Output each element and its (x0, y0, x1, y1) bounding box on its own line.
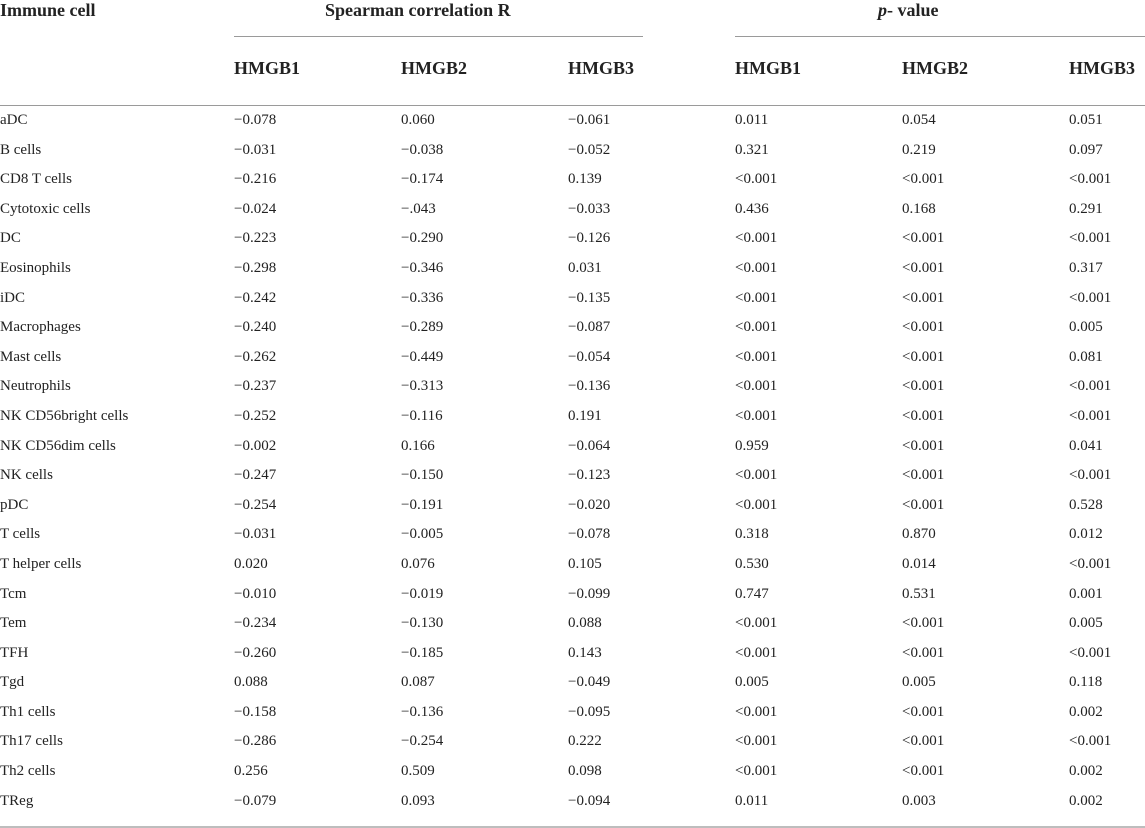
cell-immune-cell: Th17 cells (0, 733, 63, 750)
cell-r-hmgb2: −0.254 (401, 733, 444, 750)
cell-r-hmgb3: −0.078 (568, 526, 611, 543)
cell-r-hmgb2: 0.076 (401, 555, 435, 572)
table-row (0, 668, 1145, 698)
header-spearman-correlation: Spearman correlation R (325, 0, 511, 20)
cell-r-hmgb3: −0.064 (568, 437, 611, 454)
cell-r-hmgb1: −0.298 (234, 259, 277, 276)
header-p-value (878, 0, 939, 21)
header-immune-cell: Immune cell (0, 0, 96, 20)
table-row (0, 461, 1145, 491)
cell-r-hmgb3: −0.061 (568, 112, 611, 128)
cell-r-hmgb1: −0.158 (234, 703, 277, 720)
cell-r-hmgb1: −0.262 (234, 348, 277, 365)
cell-r-hmgb2: −0.185 (401, 644, 444, 661)
cell-p-hmgb1: <0.001 (735, 763, 778, 780)
cell-immune-cell: Th1 cells (0, 703, 56, 720)
subheader-p-hmgb2: HMGB2 (902, 58, 968, 78)
cell-p-hmgb2: <0.001 (902, 319, 945, 336)
cell-r-hmgb1: −0.240 (234, 319, 277, 336)
cell-p-hmgb2: <0.001 (902, 171, 945, 188)
table-row (0, 787, 1145, 817)
cell-r-hmgb2: −0.313 (401, 378, 444, 395)
cell-p-hmgb3: 0.291 (1069, 200, 1103, 217)
cell-immune-cell: TFH (0, 644, 29, 661)
cell-r-hmgb3: −0.049 (568, 674, 611, 691)
cell-immune-cell: Eosinophils (0, 259, 71, 276)
cell-r-hmgb1: −0.002 (234, 437, 277, 454)
cell-immune-cell: T helper cells (0, 555, 82, 572)
cell-p-hmgb1: <0.001 (735, 230, 778, 247)
cell-p-hmgb2: <0.001 (902, 615, 945, 632)
cell-immune-cell: DC (0, 230, 21, 247)
table-row (0, 432, 1145, 462)
cell-r-hmgb2: −0.005 (401, 526, 444, 543)
cell-p-hmgb2: <0.001 (902, 259, 945, 276)
cell-r-hmgb3: −0.126 (568, 230, 611, 247)
table-row (0, 727, 1145, 757)
cell-immune-cell: NK CD56dim cells (0, 437, 116, 454)
cell-p-hmgb2: <0.001 (902, 407, 945, 424)
table-row (0, 520, 1145, 550)
cell-p-hmgb2: 0.003 (902, 792, 936, 809)
table-row (0, 402, 1145, 432)
cell-p-hmgb3: 0.051 (1069, 112, 1103, 128)
cell-r-hmgb2: 0.060 (401, 112, 435, 128)
cell-r-hmgb3: −0.099 (568, 585, 611, 602)
cell-r-hmgb3: −0.052 (568, 141, 611, 158)
cell-r-hmgb2: −0.174 (401, 171, 444, 188)
cell-p-hmgb1: <0.001 (735, 644, 778, 661)
cell-r-hmgb1: −0.254 (234, 496, 277, 513)
cell-immune-cell: aDC (0, 112, 28, 128)
table-row (0, 550, 1145, 580)
cell-p-hmgb1: 0.747 (735, 585, 769, 602)
cell-p-hmgb2: <0.001 (902, 348, 945, 365)
cell-immune-cell: Macrophages (0, 319, 81, 336)
table-row (0, 698, 1145, 728)
cell-r-hmgb2: −0.346 (401, 259, 444, 276)
pvalue-group-rule (735, 36, 1145, 37)
cell-p-hmgb1: <0.001 (735, 259, 778, 276)
cell-p-hmgb1: 0.530 (735, 555, 769, 572)
cell-r-hmgb1: −0.031 (234, 526, 277, 543)
subheader-r-hmgb1: HMGB1 (234, 58, 300, 78)
cell-r-hmgb3: −0.123 (568, 467, 611, 484)
cell-p-hmgb2: <0.001 (902, 703, 945, 720)
cell-p-hmgb3: 0.002 (1069, 763, 1103, 780)
table-row (0, 165, 1145, 195)
cell-p-hmgb3: <0.001 (1069, 555, 1112, 572)
header-p-rest: - value (887, 0, 939, 20)
subheader-r-hmgb2: HMGB2 (401, 58, 467, 78)
cell-p-hmgb3: <0.001 (1069, 289, 1112, 306)
table-row (0, 580, 1145, 610)
table-row (0, 254, 1145, 284)
cell-immune-cell: Th2 cells (0, 763, 56, 780)
cell-p-hmgb2: 0.014 (902, 555, 936, 572)
cell-immune-cell: iDC (0, 289, 26, 306)
subheader-r-hmgb3: HMGB3 (568, 58, 634, 78)
cell-immune-cell: B cells (0, 141, 42, 158)
cell-r-hmgb2: −0.289 (401, 319, 444, 336)
cell-p-hmgb1: <0.001 (735, 733, 778, 750)
cell-immune-cell: Tem (0, 615, 27, 632)
cell-p-hmgb2: <0.001 (902, 230, 945, 247)
cell-r-hmgb3: 0.098 (568, 763, 602, 780)
cell-p-hmgb1: 0.959 (735, 437, 769, 454)
cell-p-hmgb2: 0.168 (902, 200, 936, 217)
cell-r-hmgb2: −0.130 (401, 615, 444, 632)
cell-r-hmgb1: 0.020 (234, 555, 268, 572)
cell-r-hmgb2: −0.336 (401, 289, 444, 306)
cell-r-hmgb1: −0.234 (234, 615, 277, 632)
cell-r-hmgb1: −0.079 (234, 792, 277, 809)
cell-immune-cell: Tgd (0, 674, 25, 691)
cell-p-hmgb2: <0.001 (902, 496, 945, 513)
cell-p-hmgb2: <0.001 (902, 467, 945, 484)
cell-r-hmgb1: −0.078 (234, 112, 277, 128)
cell-r-hmgb3: −0.136 (568, 378, 611, 395)
table-row (0, 609, 1145, 639)
cell-immune-cell: Neutrophils (0, 378, 71, 395)
table-row (0, 313, 1145, 343)
cell-r-hmgb2: −0.019 (401, 585, 444, 602)
table-row (0, 343, 1145, 373)
subheader-p-hmgb3: HMGB3 (1069, 58, 1135, 78)
cell-r-hmgb1: −0.024 (234, 200, 277, 217)
table-row (0, 224, 1145, 254)
cell-p-hmgb3: 0.528 (1069, 496, 1103, 513)
table-row (0, 136, 1145, 166)
cell-p-hmgb2: 0.005 (902, 674, 936, 691)
cell-immune-cell: NK CD56bright cells (0, 407, 129, 424)
cell-r-hmgb3: −0.087 (568, 319, 611, 336)
cell-r-hmgb3: 0.031 (568, 259, 602, 276)
cell-r-hmgb3: −0.095 (568, 703, 611, 720)
cell-immune-cell: NK cells (0, 467, 53, 484)
cell-r-hmgb1: −0.031 (234, 141, 277, 158)
cell-p-hmgb2: <0.001 (902, 437, 945, 454)
table-body (0, 106, 1145, 816)
cell-r-hmgb1: 0.088 (234, 674, 268, 691)
table-row (0, 491, 1145, 521)
cell-immune-cell: Mast cells (0, 348, 62, 365)
cell-r-hmgb3: 0.088 (568, 615, 602, 632)
cell-p-hmgb1: <0.001 (735, 496, 778, 513)
table-row (0, 284, 1145, 314)
cell-p-hmgb2: 0.870 (902, 526, 936, 543)
cell-r-hmgb1: −0.260 (234, 644, 277, 661)
cell-r-hmgb2: −0.449 (401, 348, 444, 365)
cell-r-hmgb2: 0.509 (401, 763, 435, 780)
cell-p-hmgb3: 0.118 (1069, 674, 1103, 691)
cell-p-hmgb1: <0.001 (735, 467, 778, 484)
table-row (0, 106, 1145, 136)
cell-p-hmgb2: 0.054 (902, 112, 936, 128)
cell-p-hmgb2: 0.531 (902, 585, 936, 602)
cell-r-hmgb2: 0.087 (401, 674, 435, 691)
cell-p-hmgb3: <0.001 (1069, 733, 1112, 750)
cell-r-hmgb2: −.043 (401, 200, 436, 217)
cell-p-hmgb3: 0.005 (1069, 319, 1103, 336)
cell-p-hmgb1: <0.001 (735, 407, 778, 424)
cell-p-hmgb3: 0.317 (1069, 259, 1103, 276)
cell-p-hmgb3: 0.002 (1069, 792, 1103, 809)
cell-immune-cell: pDC (0, 496, 29, 513)
cell-p-hmgb3: 0.005 (1069, 615, 1103, 632)
cell-p-hmgb2: 0.219 (902, 141, 936, 158)
cell-p-hmgb3: <0.001 (1069, 378, 1112, 395)
cell-p-hmgb2: <0.001 (902, 289, 945, 306)
spearman-group-rule (234, 36, 643, 37)
cell-r-hmgb3: −0.094 (568, 792, 611, 809)
cell-r-hmgb3: −0.020 (568, 496, 611, 513)
cell-p-hmgb1: 0.011 (735, 792, 769, 809)
cell-p-hmgb1: 0.005 (735, 674, 769, 691)
cell-p-hmgb2: <0.001 (902, 378, 945, 395)
subheader-p-hmgb1: HMGB1 (735, 58, 801, 78)
cell-r-hmgb1: −0.223 (234, 230, 277, 247)
cell-p-hmgb1: 0.321 (735, 141, 769, 158)
cell-p-hmgb2: <0.001 (902, 763, 945, 780)
cell-p-hmgb1: <0.001 (735, 289, 778, 306)
cell-r-hmgb3: −0.033 (568, 200, 611, 217)
table-row (0, 757, 1145, 787)
cell-p-hmgb1: <0.001 (735, 319, 778, 336)
cell-p-hmgb2: <0.001 (902, 733, 945, 750)
cell-r-hmgb3: −0.054 (568, 348, 611, 365)
cell-r-hmgb1: −0.242 (234, 289, 277, 306)
cell-r-hmgb2: −0.116 (401, 407, 443, 424)
table-row (0, 639, 1145, 669)
cell-r-hmgb2: −0.038 (401, 141, 444, 158)
cell-r-hmgb1: −0.252 (234, 407, 277, 424)
cell-p-hmgb3: <0.001 (1069, 407, 1112, 424)
cell-p-hmgb1: 0.436 (735, 200, 769, 217)
cell-p-hmgb2: <0.001 (902, 644, 945, 661)
cell-immune-cell: T cells (0, 526, 41, 543)
cell-p-hmgb3: 0.001 (1069, 585, 1103, 602)
cell-p-hmgb1: 0.318 (735, 526, 769, 543)
cell-r-hmgb1: −0.010 (234, 585, 277, 602)
cell-r-hmgb2: 0.166 (401, 437, 435, 454)
cell-immune-cell: Tcm (0, 585, 27, 602)
cell-immune-cell: Cytotoxic cells (0, 200, 91, 217)
table-row (0, 372, 1145, 402)
cell-r-hmgb3: 0.105 (568, 555, 602, 572)
cell-r-hmgb3: −0.135 (568, 289, 611, 306)
cell-r-hmgb2: −0.150 (401, 467, 444, 484)
cell-immune-cell: TReg (0, 792, 34, 809)
cell-p-hmgb1: <0.001 (735, 615, 778, 632)
cell-p-hmgb3: 0.012 (1069, 526, 1103, 543)
cell-r-hmgb1: −0.286 (234, 733, 277, 750)
cell-p-hmgb1: <0.001 (735, 348, 778, 365)
cell-r-hmgb2: −0.136 (401, 703, 444, 720)
cell-r-hmgb3: 0.191 (568, 407, 602, 424)
cell-r-hmgb3: 0.143 (568, 644, 602, 661)
cell-r-hmgb2: −0.290 (401, 230, 444, 247)
cell-immune-cell: CD8 T cells (0, 171, 72, 188)
header-p-letter: p (878, 0, 887, 20)
cell-p-hmgb1: 0.011 (735, 112, 769, 128)
cell-p-hmgb3: 0.081 (1069, 348, 1103, 365)
cell-r-hmgb3: 0.139 (568, 171, 602, 188)
cell-p-hmgb3: <0.001 (1069, 644, 1112, 661)
cell-p-hmgb3: <0.001 (1069, 230, 1112, 247)
cell-p-hmgb3: <0.001 (1069, 171, 1112, 188)
cell-p-hmgb3: 0.097 (1069, 141, 1103, 158)
cell-p-hmgb3: 0.041 (1069, 437, 1103, 454)
cell-r-hmgb1: −0.237 (234, 378, 277, 395)
table-row (0, 195, 1145, 225)
cell-p-hmgb1: <0.001 (735, 171, 778, 188)
cell-r-hmgb1: −0.216 (234, 171, 277, 188)
cell-p-hmgb3: 0.002 (1069, 703, 1103, 720)
cell-r-hmgb2: 0.093 (401, 792, 435, 809)
cell-p-hmgb3: <0.001 (1069, 467, 1112, 484)
cell-r-hmgb1: −0.247 (234, 467, 277, 484)
cell-r-hmgb2: −0.191 (401, 496, 444, 513)
cell-r-hmgb3: 0.222 (568, 733, 602, 750)
cell-p-hmgb1: <0.001 (735, 378, 778, 395)
cell-p-hmgb1: <0.001 (735, 703, 778, 720)
cell-r-hmgb1: 0.256 (234, 763, 268, 780)
